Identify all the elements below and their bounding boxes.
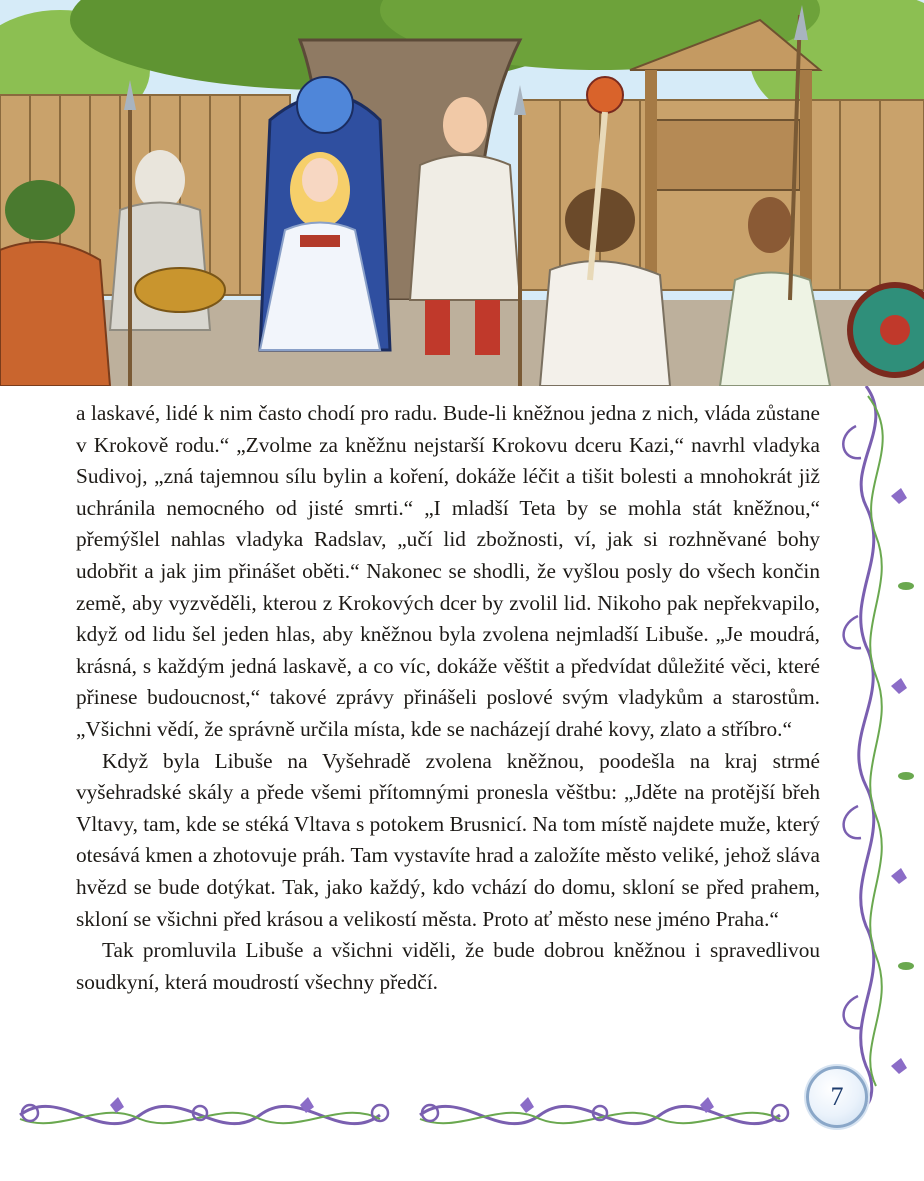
page-number: 7 [830,1082,844,1111]
story-text [76,398,820,998]
libuse-throne-scene-illustration [0,0,924,386]
paragraph-2: Když byla Libuše na Vyšehradě zvolena kněžnou, poodešla na kraj strmé vyšehradské skály a přede všemi přítomnými pronesla věštbu: „Jděte na protější břeh Vltavy, tam, kde se stéká Vltava s potokem Brusnicí. Na tom místě najdete muže, který otesává kmen a zhotovuje práh. Tam vystavíte hrad a založíte město veliké, jehož sláva hvězd se bude dotýkat. Tak, jako každý, kdo vchází do domu, skloní se před prahem, skloní se všichni před krásou a velikostí města. Proto ať město nese jméno Praha.“ [76,748,820,931]
vine-ornament-icon [836,386,924,1106]
paragraph-3: Tak promluvila Libuše a všichni viděli, že bude dobrou kněžnou i spravedlivou soudkyní, která moudrostí všechny předčí. [76,938,820,994]
page-number-badge [806,1066,868,1128]
paragraph-1: a laskavé, lidé k nim často chodí pro radu. Bude-li kněžnou jedna z nich, vláda zůstane v Krokově rodu.“ „Zvolme za kněžnu nejstarší Krokovu dceru Kazi,“ navrhl vladyka Sudivoj, „zná tajemnou sílu bylin a koření, dokáže léčit a tišit bolesti a mnohokrát již uchránila nemocného od jisté smrti.“ „I mladší Teta by se mohla stát kněžnou,“ přemýšlel nahlas vladyka Radslav, „učí lid zbožnosti, ví, jak si rozhněvané bohy udobřit a jak jim přinášet oběti.“ Nakonec se shodli, že vyšlou posly do všech končin země, aby vyzvěděli, kterou z Krokových dcer by zvolil lid. Nikoho pak nepřekvapilo, když od lidu šel jeden hlas, aby kněžnou byla zvolena nejmladší Libuše. „Je moudrá, krásná, s každým jedná laskavě, a co víc, dokáže věštit a předvídat důležité věci, které přinese budoucnost,“ takové zprávy přinášeli poslové svým vladykům a starostům. „Všichni vědí, že správně určila místa, kde se nacházejí drahé kovy, zlato a stříbro.“ [76,401,820,741]
illustration [0,0,924,386]
scroll-ornament-icon [0,1085,924,1145]
